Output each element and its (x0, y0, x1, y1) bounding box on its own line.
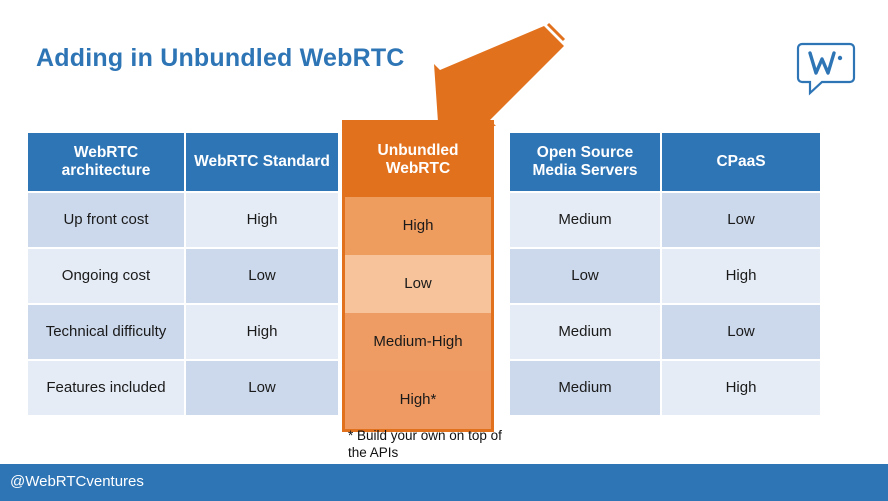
row-label-technical-difficulty: Technical difficulty (28, 305, 184, 359)
table-row (28, 361, 338, 415)
cell-standard-up-front-cost: High (186, 193, 338, 247)
table-row (28, 305, 338, 359)
row-label-up-front-cost: Up front cost (28, 193, 184, 247)
table-row (510, 305, 820, 359)
table-row (28, 249, 338, 303)
architecture-table-left (26, 131, 340, 417)
cell-standard-ongoing-cost: Low (186, 249, 338, 303)
column-header-unbundled-webrtc: Unbundled WebRTC (345, 123, 491, 197)
cell-oss-technical-difficulty: Medium (510, 305, 660, 359)
column-header-open-source-media-servers: Open Source Media Servers (510, 133, 660, 191)
cell-oss-up-front-cost: Medium (510, 193, 660, 247)
cell-cpaas-technical-difficulty: Low (662, 305, 820, 359)
column-header-architecture: WebRTC architecture (28, 133, 184, 191)
column-header-webrtc-standard: WebRTC Standard (186, 133, 338, 191)
social-handle: @WebRTCventures (10, 473, 144, 490)
table-header-row (28, 133, 338, 191)
webrtcventures-logo-icon (794, 38, 858, 98)
cell-unbundled-ongoing-cost: Low (345, 255, 491, 313)
footnote: * Build your own on top of the APIs (348, 428, 502, 460)
table-row (510, 249, 820, 303)
bottom-bar (0, 464, 888, 501)
cell-cpaas-features-included: High (662, 361, 820, 415)
cell-oss-features-included: Medium (510, 361, 660, 415)
down-left-arrow-icon (420, 18, 570, 128)
cell-unbundled-features-included: High* (345, 371, 491, 429)
page-title: Adding in Unbundled WebRTC (36, 44, 405, 72)
unbundled-webrtc-column (342, 120, 494, 432)
table-row (510, 193, 820, 247)
cell-unbundled-technical-difficulty: Medium-High (345, 313, 491, 371)
table-row (28, 193, 338, 247)
cell-standard-features-included: Low (186, 361, 338, 415)
column-header-cpaas: CPaaS (662, 133, 820, 191)
cell-standard-technical-difficulty: High (186, 305, 338, 359)
table-header-row (510, 133, 820, 191)
row-label-ongoing-cost: Ongoing cost (28, 249, 184, 303)
cell-unbundled-up-front-cost: High (345, 197, 491, 255)
architecture-table-right (508, 131, 822, 417)
row-label-features-included: Features included (28, 361, 184, 415)
cell-cpaas-ongoing-cost: High (662, 249, 820, 303)
table-row (510, 361, 820, 415)
cell-cpaas-up-front-cost: Low (662, 193, 820, 247)
cell-oss-ongoing-cost: Low (510, 249, 660, 303)
